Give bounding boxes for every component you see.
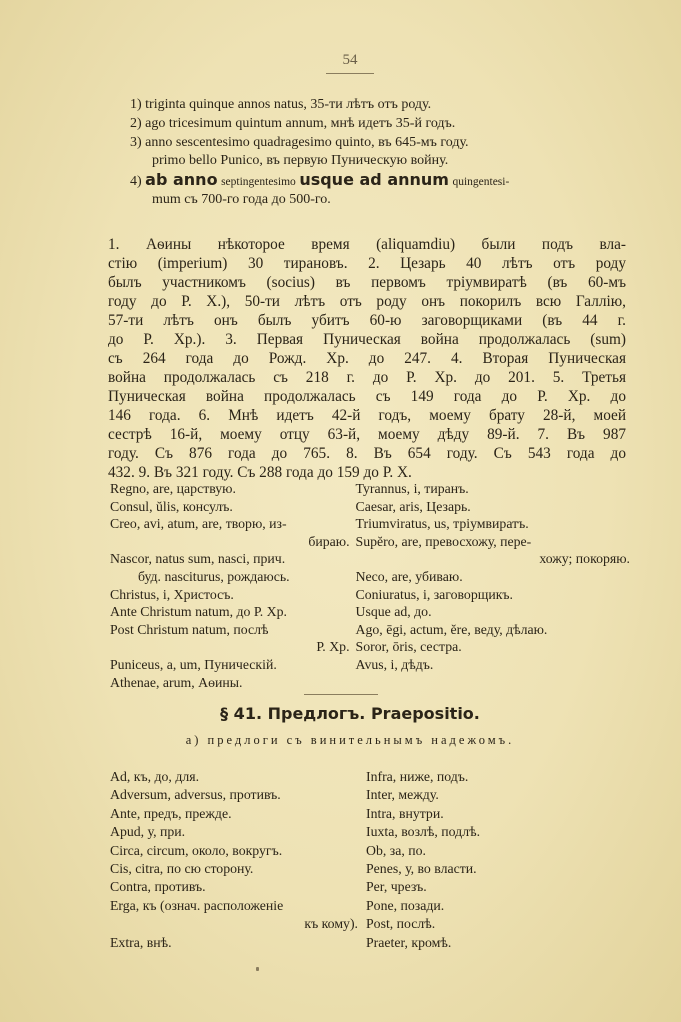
paragraph-line: Пуническая война продолжалась съ 149 года до Р. Хр. до	[108, 388, 626, 405]
vocab-row	[110, 603, 630, 621]
footnote-1	[130, 95, 630, 114]
preposition-left: Apud, у, при.	[110, 824, 186, 840]
preposition-left: Ad, къ, до, для.	[110, 769, 200, 784]
preposition-row	[110, 897, 630, 915]
prepositions-list	[110, 768, 630, 952]
vocab-entry-right	[350, 674, 630, 692]
vocab-entry-right: Caesar, aris, Цезарь.	[355, 498, 471, 514]
vocab-row	[110, 638, 630, 656]
footnote-2	[130, 114, 630, 133]
vocab-entry-left: буд. nasciturus, рождаюсь.	[138, 568, 290, 584]
vocab-row	[110, 656, 630, 674]
preposition-left: Cis, citra, по сю сторону.	[110, 860, 254, 876]
preposition-row	[110, 823, 630, 841]
preposition-left: Ante, предъ, прежде.	[110, 805, 232, 821]
vocab-entry-left: бираю.	[308, 533, 350, 549]
preposition-left: къ кому).	[304, 916, 358, 932]
vocab-row	[110, 550, 630, 568]
preposition-row	[110, 842, 630, 860]
footnote-num: 1)	[130, 97, 142, 112]
preposition-row	[110, 860, 630, 878]
preposition-right: Intra, внутри.	[366, 805, 444, 821]
paragraph-line: году. Съ 876 года до 765. 8. Въ 654 году. Съ 543 года до	[108, 445, 626, 462]
paragraph-line: году до Р. Х.), 50-ти лѣтъ отъ роду онъ покорилъ всю Галлію,	[108, 293, 626, 310]
paragraph-line: 57-ти лѣтъ онъ былъ убитъ 60-ю заговорщиками (въ 44 г.	[108, 312, 626, 329]
vocab-entry-right: Ago, ēgi, actum, ĕre, веду, дѣлаю.	[355, 621, 548, 637]
preposition-row	[110, 915, 630, 933]
preposition-left: Erga, къ (означ. расположеніе	[110, 897, 284, 913]
vocab-entry-right: хожу; покоряю.	[539, 551, 630, 567]
paragraph-line: 1. Аѳины нѣкоторое время (aliquamdiu) были подъ вла-	[108, 236, 626, 253]
vocab-entry-right: Soror, ōris, сестра.	[355, 639, 462, 655]
preposition-right: Ob, за, по.	[366, 842, 426, 858]
vocab-row	[110, 480, 630, 498]
vocab-entry-left: Ante Christum natum, до Р. Хр.	[110, 604, 287, 620]
vocab-entry-left: Creo, avi, atum, are, творю, из-	[110, 516, 287, 532]
vocab-entry-right: Avus, i, дѣдъ.	[355, 656, 434, 672]
vocab-row	[110, 586, 630, 604]
preposition-row	[110, 934, 630, 952]
vocab-entry-left: Nascor, natus sum, nasci, прич.	[110, 551, 286, 567]
vocab-entry-right: Neco, are, убиваю.	[355, 568, 463, 584]
vocab-entry-left: Post Christum natum, послѣ	[110, 621, 269, 637]
vocab-entry-left: Consul, ŭlis, консулъ.	[110, 498, 233, 514]
preposition-left: Contra, противъ.	[110, 879, 206, 895]
preposition-right: Per, чрезъ.	[366, 879, 427, 895]
vocab-entry-left: Р. Хр.	[316, 639, 350, 655]
preposition-left: Extra, внѣ.	[110, 934, 172, 950]
footnote-text: ago tricesimum quintum annum, мнѣ идетъ 35-й годъ.	[145, 116, 456, 131]
footnote-4-continued: mum съ 700-го года до 500-го.	[152, 192, 331, 207]
preposition-right: Post, послѣ.	[366, 916, 436, 932]
paragraph-line: 146 года. 6. Мнѣ идетъ 42-й годъ, моему брату 28-й, моей	[108, 407, 626, 424]
footnote-text: ab anno	[145, 170, 218, 189]
preposition-row	[110, 878, 630, 896]
footnote-3-continued: primo bello Punico, въ первую Пуническую войну.	[152, 153, 449, 168]
footnote-text: anno sescentesimo quadragesimo quinto, въ 645-мъ году.	[145, 135, 469, 150]
preposition-right: Praeter, кромѣ.	[366, 934, 452, 950]
vocab-entry-right: Coniuratus, i, заговорщикъ.	[355, 586, 514, 602]
footnote-text: triginta quinque annos natus, 35-ти лѣтъ отъ роду.	[145, 97, 432, 112]
preposition-left: Adversum, adversus, противъ.	[110, 787, 281, 803]
vocab-row	[110, 674, 630, 692]
page-number: 54	[342, 52, 358, 68]
preposition-right: Inter, между.	[366, 787, 439, 803]
preposition-right: Iuxta, возлѣ, подлѣ.	[366, 824, 481, 840]
footnote-num: 3)	[130, 135, 142, 150]
preposition-left: Circa, circum, около, вокругъ.	[110, 842, 283, 858]
preposition-right: Infra, ниже, подъ.	[366, 769, 469, 784]
vocab-entry-left: Athenae, arum, Аѳины.	[110, 674, 243, 690]
vocabulary-list	[110, 480, 630, 691]
footnote-4	[130, 170, 630, 192]
paragraph-line: война продолжалась съ 218 г. до Р. Хр. до 201. 5. Третья	[108, 369, 626, 386]
preposition-row	[110, 786, 630, 804]
vocab-row	[110, 621, 630, 639]
vocab-row	[110, 568, 630, 586]
vocab-entry-left: Puniceus, a, um, Пуническій.	[110, 656, 277, 672]
vocab-entry-right: Tyrannus, i, тиранъ.	[355, 481, 469, 496]
section-subheading: а) предлоги съ винительнымъ надежомъ.	[185, 733, 515, 747]
paragraph-line: стію (imperium) 30 тирановъ. 2. Цезарь 40 лѣтъ отъ роду	[108, 255, 626, 272]
footnote-text: quingentesi-	[452, 176, 510, 188]
section-heading: § 41. Предлогъ. Praepositio.	[220, 704, 480, 723]
divider	[326, 73, 374, 74]
footnote-num: 4)	[130, 174, 142, 189]
vocab-entry-left: Regno, are, царствую.	[110, 481, 236, 496]
preposition-row	[110, 805, 630, 823]
footnote-3	[130, 133, 630, 152]
paragraph-line: сестрѣ 16-й, моему отцу 63-й, моему дѣду 89-й. 7. Въ 987	[108, 426, 626, 443]
preposition-right: Penes, у, во власти.	[366, 860, 477, 876]
preposition-row	[110, 768, 630, 786]
print-speck	[256, 967, 259, 971]
vocab-entry-right: Supĕro, are, превосхожу, пере-	[355, 533, 532, 549]
exercise-paragraph	[108, 235, 626, 482]
footnote-text: septingentesimo	[221, 176, 296, 188]
vocab-row	[110, 533, 630, 551]
divider	[304, 694, 378, 695]
paragraph-line: до Р. Хр.). 3. Первая Пуническая война продолжалась (sum)	[108, 331, 626, 348]
paragraph-line: съ 264 года до Рожд. Хр. до 247. 4. Вторая Пуническая	[108, 350, 626, 367]
paragraph-line: былъ участникомъ (socius) въ первомъ тріумвиратѣ (въ 60-мъ	[108, 274, 626, 291]
paragraph-line: 432. 9. Въ 321 году. Съ 288 года до 159 до Р. Х.	[108, 464, 412, 481]
preposition-right: Pone, позади.	[366, 897, 445, 913]
vocab-row	[110, 515, 630, 533]
vocab-row	[110, 498, 630, 516]
footnote-text: usque ad annum	[299, 170, 449, 189]
vocab-entry-right: Usque ad, до.	[355, 604, 432, 620]
vocab-entry-right: Triumviratus, us, тріумвиратъ.	[355, 516, 529, 532]
footnote-num: 2)	[130, 116, 142, 131]
vocab-entry-left: Christus, i, Христосъ.	[110, 586, 234, 602]
